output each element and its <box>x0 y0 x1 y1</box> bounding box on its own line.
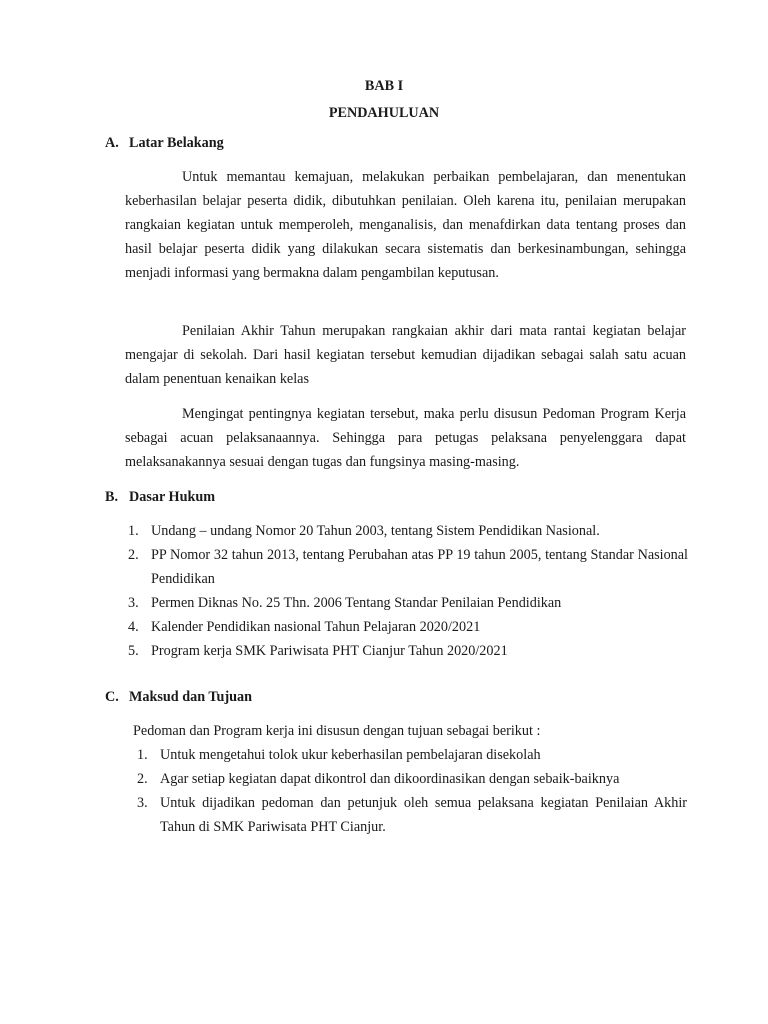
list-number: 1. <box>128 523 139 539</box>
section-a-paragraph-3: Mengingat pentingnya kegiatan tersebut, maka perlu disusun Pedoman Program Kerja sebagai acuan pelaksanaannya. Sehingga para petugas pelaksana penyelenggara dapat melaksanakannya sesuai dengan tugas dan fungsinya masing-masing. <box>125 406 686 470</box>
list-number: 3. <box>137 795 148 811</box>
list-text: Untuk mengetahui tolok ukur keberhasilan pembelajaran disekolah <box>160 747 541 763</box>
list-text: Program kerja SMK Pariwisata PHT Cianjur Tahun 2020/2021 <box>151 643 508 659</box>
chapter-title: PENDAHULUAN <box>328 105 440 121</box>
section-c-letter: C. <box>105 689 119 705</box>
list-number: 3. <box>128 595 139 611</box>
section-b-letter: B. <box>105 489 119 505</box>
section-c-title: Maksud dan Tujuan <box>129 689 253 705</box>
list-item <box>137 743 687 767</box>
legal-basis-list <box>128 519 688 663</box>
list-item <box>128 591 688 615</box>
list-item <box>128 519 688 543</box>
list-number: 2. <box>128 547 139 563</box>
section-a-title: Latar Belakang <box>129 135 224 151</box>
section-c-heading <box>105 685 252 709</box>
section-b-title: Dasar Hukum <box>129 489 216 505</box>
section-a-paragraph-2: Penilaian Akhir Tahun merupakan rangkaian akhir dari mata rantai kegiatan belajar mengajar di sekolah. Dari hasil kegiatan tersebut kemudian dijadikan sebagai salah satu acuan dalam penentuan kenaikan kelas <box>125 323 686 387</box>
list-item <box>137 791 687 839</box>
section-c-intro: Pedoman dan Program kerja ini disusun dengan tujuan sebagai berikut : <box>133 723 541 739</box>
list-item <box>128 639 688 663</box>
list-text: PP Nomor 32 tahun 2013, tentang Perubahan atas PP 19 tahun 2005, tentang Standar Nasional Pendidikan <box>151 547 688 587</box>
list-number: 5. <box>128 643 139 659</box>
list-item <box>137 767 687 791</box>
section-b-heading <box>105 485 215 509</box>
list-number: 1. <box>137 747 148 763</box>
list-text: Agar setiap kegiatan dapat dikontrol dan dikoordinasikan dengan sebaik-baiknya <box>160 771 620 787</box>
list-text: Untuk dijadikan pedoman dan petunjuk oleh semua pelaksana kegiatan Penilaian Akhir Tahun di SMK Pariwisata PHT Cianjur. <box>160 795 687 835</box>
list-text: Permen Diknas No. 25 Thn. 2006 Tentang Standar Penilaian Pendidikan <box>151 595 562 611</box>
objectives-list <box>137 743 687 839</box>
chapter-number: BAB I <box>364 78 404 94</box>
section-a-heading <box>105 131 224 155</box>
list-text: Kalender Pendidikan nasional Tahun Pelajaran 2020/2021 <box>151 619 481 635</box>
list-item <box>128 615 688 639</box>
list-text: Undang – undang Nomor 20 Tahun 2003, tentang Sistem Pendidikan Nasional. <box>151 523 600 539</box>
section-a-letter: A. <box>105 135 119 151</box>
section-a-paragraph-1: Untuk memantau kemajuan, melakukan perbaikan pembelajaran, dan menentukan keberhasilan belajar peserta didik, dibutuhkan penilaian. Oleh karena itu, penilaian merupakan rangkaian kegiatan untuk memperoleh, menganalisis, dan menafdirkan data tentang proses dan hasil belajar peserta didik yang dilakukan secara sistematis dan berkesinambungan, sehingga menjadi informasi yang bermakna dalam pengambilan keputusan. <box>125 169 686 281</box>
list-number: 4. <box>128 619 139 635</box>
list-number: 2. <box>137 771 148 787</box>
list-item <box>128 543 688 591</box>
